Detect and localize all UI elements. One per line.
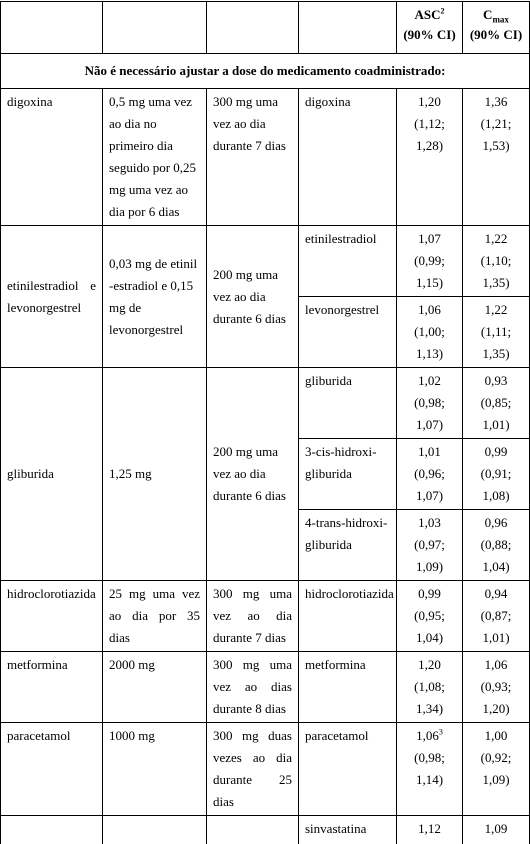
analyte-cell: metformina [299,652,397,723]
cmax-cell: 0,94 (0,87; 1,01) [463,581,530,652]
analyte-cell: hidroclorotiazida [299,581,397,652]
analyte-cell: 4-trans-hidroxi-gliburida [299,510,397,581]
dose-cell: 1000 mg [103,723,207,816]
cmax-cell: 1,22 (1,11; 1,35) [463,297,530,368]
regimen-cell [207,816,299,844]
regimen-cell: 300 mg uma vez ao dia durante 7 dias [207,581,299,652]
header-empty-4 [299,2,397,54]
analyte-cell: etinilestradiol [299,226,397,297]
section-title: Não é necessário ajustar a dose do medicamento coadministrado: [1,54,530,89]
regimen-cell: 300 mg duas vezes ao dia durante 25 dias [207,723,299,816]
asc-cell: 1,03 (0,97; 1,09) [397,510,463,581]
analyte-cell: 3-cis-hidroxi-gliburida [299,439,397,510]
cmax-cell: 1,22 (1,10; 1,35) [463,226,530,297]
asc-cell: 1,01 (0,96; 1,07) [397,439,463,510]
table-row [1,226,530,297]
drug-cell: gliburida [1,368,103,581]
header-empty-3 [207,2,299,54]
table-row [1,368,530,439]
analyte-cell: digoxina [299,89,397,226]
asc-cell: 1,20 (1,12; 1,28) [397,89,463,226]
analyte-cell: levonorgestrel [299,297,397,368]
cmax-cell: 0,93 (0,85; 1,01) [463,368,530,439]
dose-cell: 1,25 mg [103,368,207,581]
regimen-cell: 300 mg uma vez ao dias durante 8 dias [207,652,299,723]
drug-cell: digoxina [1,89,103,226]
dose-cell: 25 mg uma vez ao dia por 35 dias [103,581,207,652]
drug-cell: metformina [1,652,103,723]
table-row [1,581,530,652]
dose-cell: 2000 mg [103,652,207,723]
cmax-cell: 1,06 (0,93; 1,20) [463,652,530,723]
analyte-cell: sinvastatina [299,816,397,844]
drug-cell: etinilestradiol e levonorgestrel [1,226,103,368]
dose-cell: 0,5 mg uma vez ao dia no primeiro dia seguido por 0,25 mg uma vez ao dia por 6 dias [103,89,207,226]
header-empty-1 [1,2,103,54]
table-row [1,652,530,723]
asc-cell: 1,12 [397,816,463,844]
table-row [1,723,530,816]
asc-cell: 1,07 (0,99; 1,15) [397,226,463,297]
table-row [1,816,530,844]
header-asc: ASC$^2$ (90% CI) [397,2,463,54]
header-cmax: $C_{max}$ (90% CI) [463,2,530,54]
dose-cell [103,816,207,844]
regimen-cell: 300 mg uma vez ao dia durante 7 dias [207,89,299,226]
drug-cell [1,816,103,844]
drug-cell: hidroclorotiazida [1,581,103,652]
analyte-cell: paracetamol [299,723,397,816]
cmax-cell: 1,00 (0,92; 1,09) [463,723,530,816]
asc-cell: 1,06 (1,00; 1,13) [397,297,463,368]
cmax-cell: 1,09 [463,816,530,844]
drug-cell: paracetamol [1,723,103,816]
regimen-cell: 200 mg uma vez ao dia durante 6 dias [207,226,299,368]
asc-cell: 1,20 (1,08; 1,34) [397,652,463,723]
header-empty-2 [103,2,207,54]
asc-cell: 1,02 (0,98; 1,07) [397,368,463,439]
cmax-cell: 0,99 (0,91; 1,08) [463,439,530,510]
dose-cell: 0,03 mg de etinil -estradiol e 0,15 mg de levonorgestrel [103,226,207,368]
asc-cell: 1,06$^3$ (0,98; 1,14) [397,723,463,816]
regimen-cell: 200 mg uma vez ao dia durante 6 dias [207,368,299,581]
interaction-table [0,1,530,844]
section-row [1,54,530,89]
asc-cell: 0,99 (0,95; 1,04) [397,581,463,652]
table-row [1,89,530,226]
analyte-cell: gliburida [299,368,397,439]
cmax-cell: 1,36 (1,21; 1,53) [463,89,530,226]
header-row [1,2,530,54]
cmax-cell: 0,96 (0,88; 1,04) [463,510,530,581]
